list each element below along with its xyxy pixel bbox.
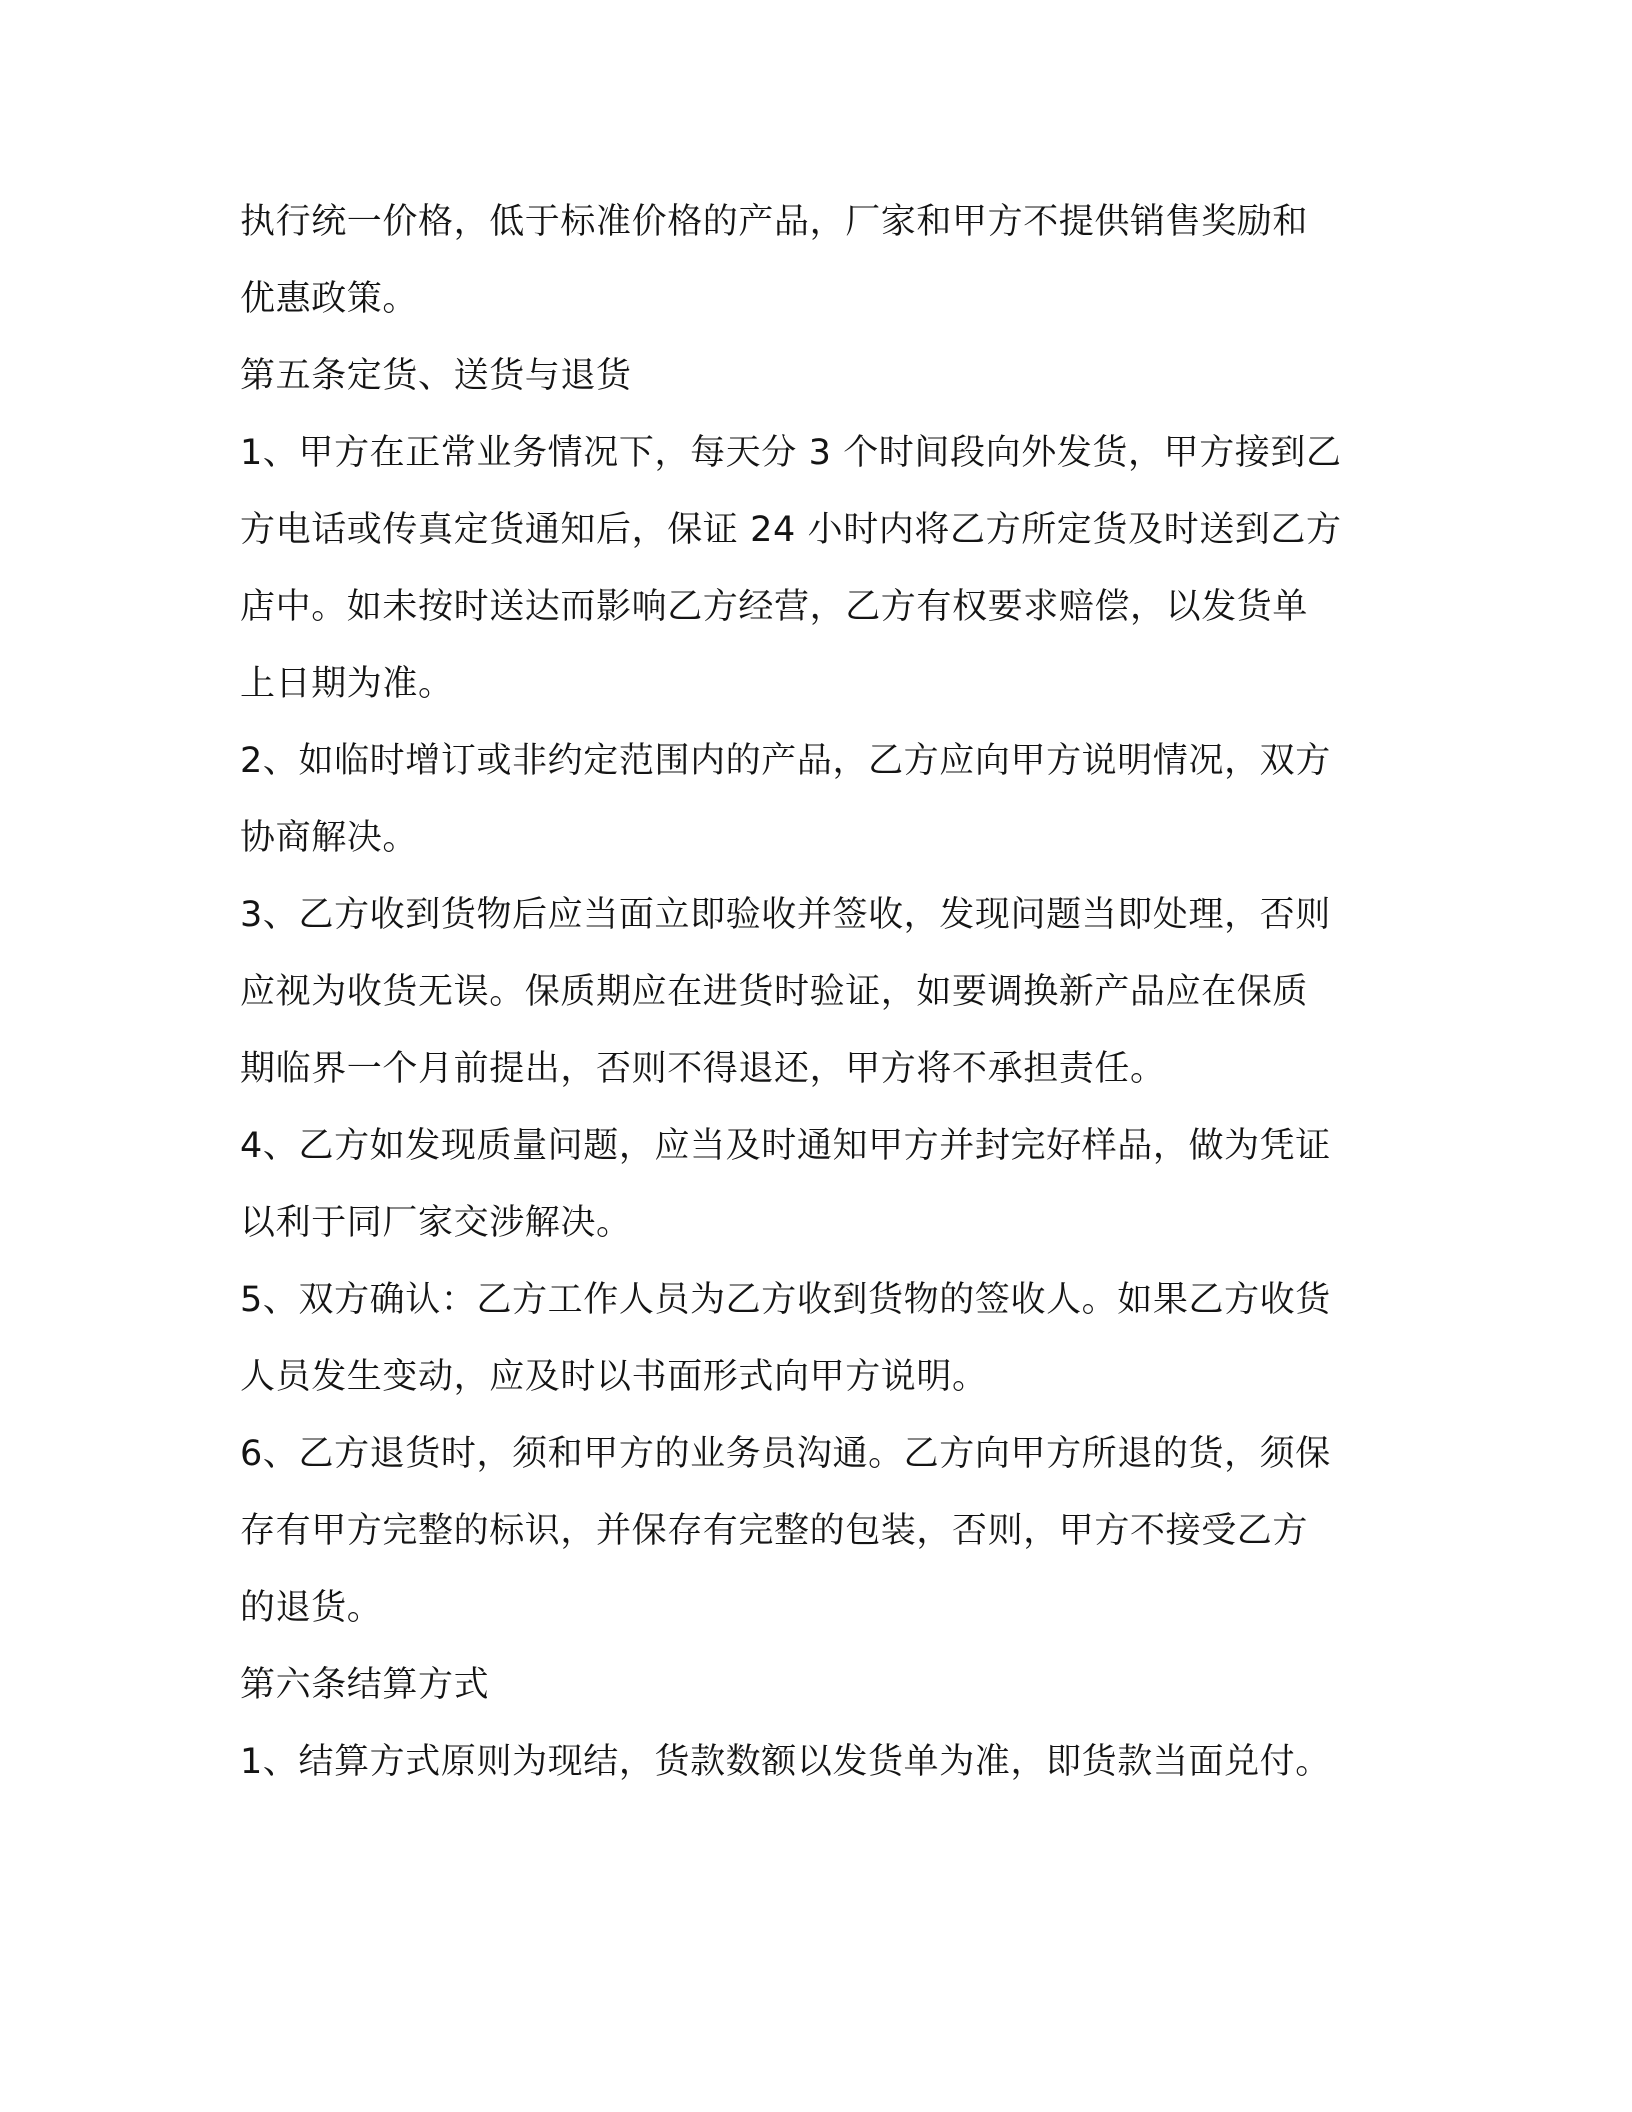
text-line: 6、乙方退货时，须和甲方的业务员沟通。乙方向甲方所退的货，须保 [240,1434,1331,1474]
text-line: 优惠政策。 [240,279,419,319]
text-line: 以利于同厂家交涉解决。 [240,1203,632,1243]
text-line: 人员发生变动，应及时以书面形式向甲方说明。 [240,1357,988,1397]
text-line: 执行统一价格，低于标准价格的产品，厂家和甲方不提供销售奖励和 [240,202,1309,242]
text-line: 1、甲方在正常业务情况下，每天分 3 个时间段向外发货，甲方接到乙 [240,433,1342,473]
section-heading-article-5 [240,338,1390,415]
clause-5-3 [240,877,1390,1108]
section-heading-article-6 [240,1647,1390,1724]
text-line: 3、乙方收到货物后应当面立即验收并签收，发现问题当即处理，否则 [240,895,1331,935]
text-line: 应视为收货无误。保质期应在进货时验证，如要调换新产品应在保质 [240,972,1309,1012]
text-line: 5、双方确认：乙方工作人员为乙方收到货物的签收人。如果乙方收货 [240,1280,1331,1320]
clause-5-5 [240,1262,1390,1416]
clause-5-1 [240,415,1390,723]
text-line: 方电话或传真定货通知后，保证 24 小时内将乙方所定货及时送到乙方 [240,510,1342,550]
text-line: 期临界一个月前提出，否则不得退还，甲方将不承担责任。 [240,1049,1166,1089]
clause-5-2 [240,723,1390,877]
text-line: 1、结算方式原则为现结，货款数额以发货单为准，即货款当面兑付。 [240,1742,1331,1782]
text-line: 2、如临时增订或非约定范围内的产品，乙方应向甲方说明情况，双方 [240,741,1331,781]
text-line: 店中。如未按时送达而影响乙方经营，乙方有权要求赔偿，以发货单 [240,587,1309,627]
heading-line: 第五条定货、送货与退货 [240,356,632,396]
document-body [240,184,1390,1801]
paragraph-price-policy [240,184,1390,338]
text-line: 协商解决。 [240,818,419,858]
text-line: 上日期为准。 [240,664,454,704]
clause-5-4 [240,1108,1390,1262]
clause-5-6 [240,1416,1390,1647]
text-line: 存有甲方完整的标识，并保存有完整的包装，否则，甲方不接受乙方 [240,1511,1309,1551]
clause-6-1 [240,1724,1390,1801]
heading-line: 第六条结算方式 [240,1665,490,1705]
text-line: 4、乙方如发现质量问题，应当及时通知甲方并封完好样品，做为凭证 [240,1126,1331,1166]
text-line: 的退货。 [240,1588,383,1628]
